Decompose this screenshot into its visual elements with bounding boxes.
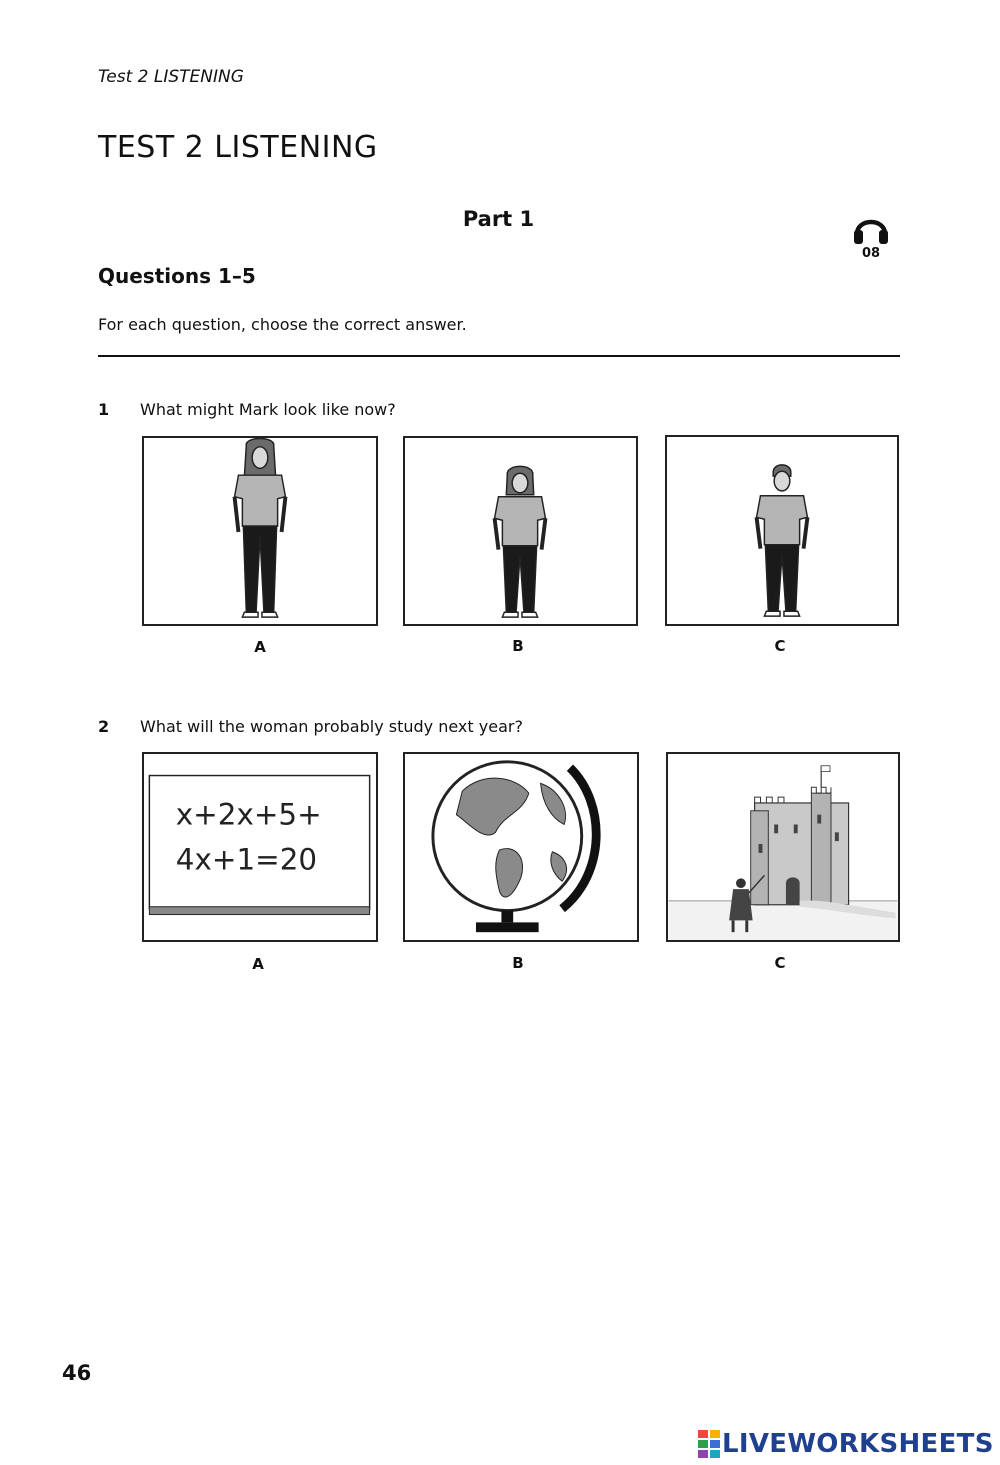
question-number: 1: [98, 400, 110, 419]
option-letter: A: [252, 955, 264, 973]
board-line-1: x+2x+5+: [175, 797, 322, 832]
globe-illustration: [405, 754, 637, 940]
board-line-2: 4x+1=20: [175, 842, 318, 877]
man-short-hair-figure: [667, 437, 897, 624]
option-1c-image[interactable]: [665, 435, 899, 626]
running-header: Test 2 LISTENING: [98, 67, 244, 87]
option-1b-image[interactable]: [403, 436, 638, 626]
man-long-hair-figure: [144, 438, 376, 624]
question-number: 2: [98, 717, 110, 736]
headphones-icon: [852, 210, 890, 246]
option-letter: C: [774, 637, 786, 655]
option-letter: B: [512, 637, 524, 655]
option-letter: B: [512, 954, 524, 972]
whiteboard-illustration: [144, 754, 376, 940]
castle-illustration: [668, 754, 898, 940]
questions-heading: Questions 1–5: [98, 264, 256, 288]
liveworksheets-logo-icon: [698, 1430, 720, 1458]
option-letter: A: [254, 638, 266, 656]
question-text: What will the woman probably study next year?: [140, 717, 523, 736]
man-shoulder-hair-figure: [405, 438, 636, 624]
audio-track[interactable]: [852, 210, 890, 265]
part-title: Part 1: [462, 207, 535, 231]
page-title: TEST 2 LISTENING: [98, 130, 378, 165]
brand-name: LIVEWORKSHEETS: [722, 1429, 994, 1459]
page-number: 46: [62, 1361, 92, 1385]
option-2c-image[interactable]: [666, 752, 900, 942]
brand-footer[interactable]: [698, 1427, 994, 1461]
option-1a-image[interactable]: [142, 436, 378, 626]
option-2b-image[interactable]: [403, 752, 639, 942]
instruction-text: For each question, choose the correct answer.: [98, 315, 467, 334]
audio-track-number: 08: [861, 246, 881, 261]
question-text: What might Mark look like now?: [140, 400, 396, 419]
divider: [98, 355, 900, 357]
option-letter: C: [774, 954, 786, 972]
option-2a-image[interactable]: [142, 752, 378, 942]
